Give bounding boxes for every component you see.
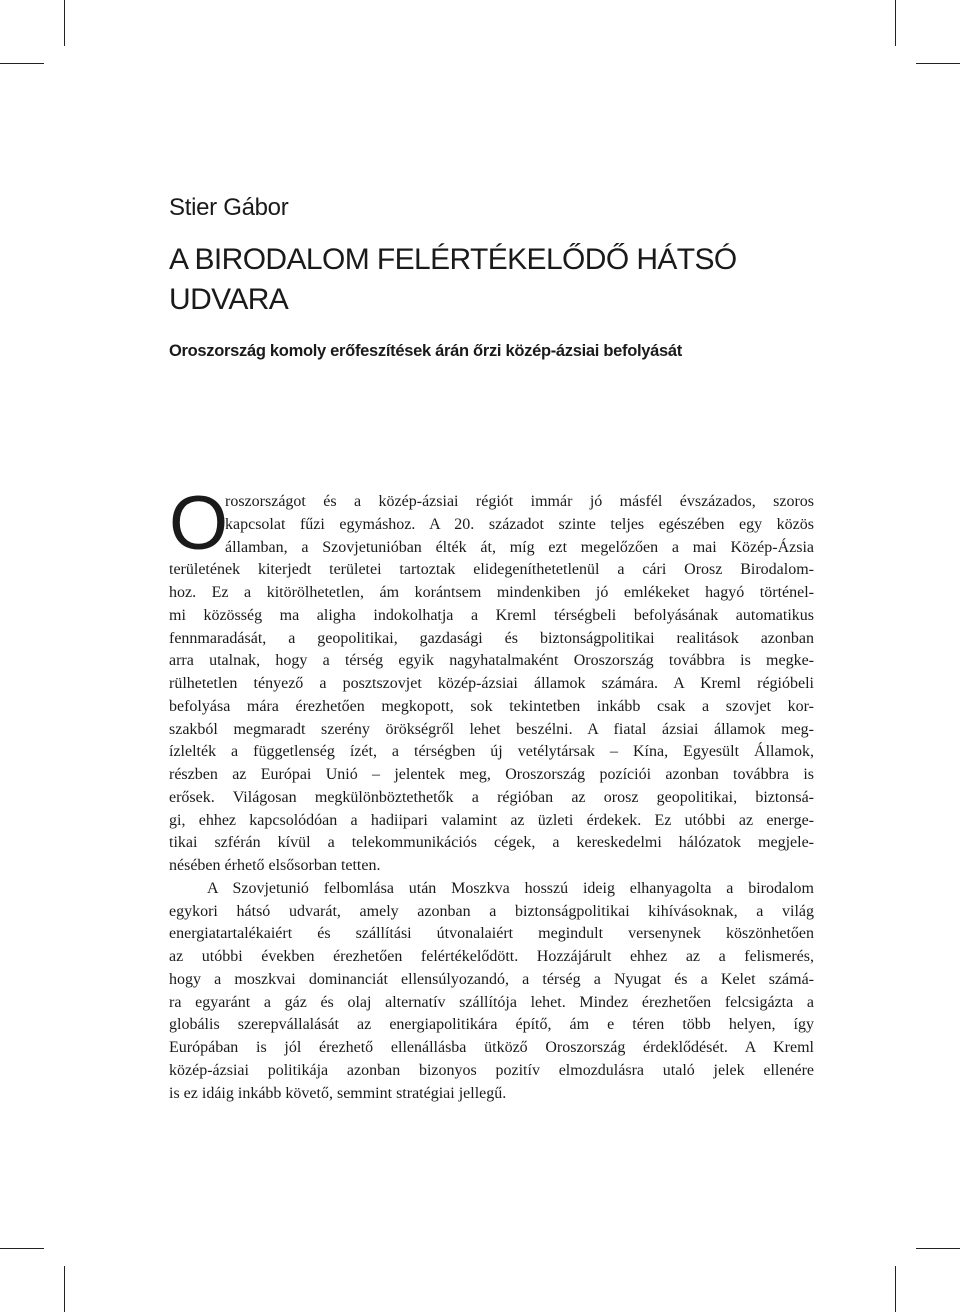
crop-mark-bottom-right	[895, 1266, 896, 1312]
text-line: az utóbbi években érezhetően felértékelődött. Hozzájárult ehhez az a felismerés,	[169, 948, 814, 965]
text-line: egykori hátsó udvarát, amely azonban a biztonságpolitikai kihívásoknak, a világ	[169, 902, 814, 920]
text-line: A Szovjetunió felbomlása után Moszkva hosszú ideig elhanyagolta a birodalom	[207, 879, 814, 897]
crop-mark-top-right-h	[916, 63, 960, 64]
crop-mark-bottom-right-h	[916, 1248, 960, 1249]
article-title-line: UDVARA	[169, 283, 289, 316]
text-line: részben az Európai Unió – jelentek meg, Oroszország pozíciói azonban továbbra is	[169, 766, 814, 783]
article-title-line: A BIRODALOM FELÉRTÉKELŐDŐ HÁTSÓ	[169, 243, 737, 276]
text-line: ízlelték a függetlenség ízét, a térségben új vetélytársak – Kína, Egyesült Államok,	[169, 743, 814, 761]
text-line: hogy a moszkvai dominanciát ellensúlyozandó, a térség a Nyugat és a Kelet számá-	[169, 970, 814, 988]
text-line: fennmaradását, a geopolitikai, gazdasági és biztonságpolitikai realitások azonban	[169, 629, 814, 647]
text-line: globális szerepvállalását az energiapolitikára építő, ám e téren több helyen, így	[169, 1016, 814, 1034]
text-line: gi, ehhez kapcsolódóan a hadiipari valamint az üzleti érdekek. Ez utóbbi az energe-	[169, 811, 814, 829]
article-body	[169, 491, 814, 1105]
paragraph-1	[169, 491, 814, 878]
text-line: kapcsolat fűzi egymáshoz. A 20. századot szinte teljes egészében egy közös	[225, 515, 814, 533]
crop-mark-top-left-h	[0, 63, 44, 64]
crop-mark-bottom-left-h	[0, 1248, 44, 1249]
text-line: roszországot és a közép-ázsiai régiót immár jó másfél évszázados, szoros	[225, 493, 814, 510]
article-title	[169, 240, 829, 320]
crop-mark-top-right	[895, 0, 896, 46]
text-line: is ez idáig inkább követő, semmint stratégiai jellegű.	[169, 1084, 507, 1102]
text-line: Európában is jól érezhető ellenállásba ütköző Oroszország érdeklődését. A Kreml	[169, 1039, 814, 1056]
article-subtitle: Oroszország komoly erőfeszítések árán őrzi közép-ázsiai befolyását	[169, 342, 682, 360]
crop-mark-bottom-left	[64, 1266, 65, 1312]
text-line: államban, a Szovjetunióban élték át, míg ezt megelőzően a mai Közép-Ázsia	[225, 538, 814, 556]
text-line: hoz. Ez a kitörölhetetlen, ám korántsem mindenkiben jó emlékeket hagyó történel-	[169, 584, 814, 601]
paragraph-2	[169, 878, 814, 1106]
text-line: területének kiterjedt területei tartoztak elidegeníthetetlenül a cári Orosz Birodalom-	[169, 561, 814, 579]
text-line: szakból megmaradt szerény örökségről lehet beszélni. A fiatal ázsiai államok meg-	[169, 720, 814, 738]
text-line: mi közösség ma aligha indokolhatja a Kreml térségbeli befolyásának automatikus	[169, 606, 814, 624]
crop-mark-top-left	[64, 0, 65, 46]
text-line: arra utalnak, hogy a térség egyik nagyhatalmaként Oroszország továbbra is megke-	[169, 652, 814, 670]
text-line: rülhetetlen tényező a posztszovjet közép-ázsiai államok számára. A Kreml régióbeli	[169, 675, 814, 692]
text-line: erősek. Világosan megkülönböztethetők a régióban az orosz geopolitikai, biztonsá-	[169, 788, 814, 806]
text-line: befolyása mára érezhetően megkopott, sok tekintetben inkább csak a szovjet kor-	[169, 697, 814, 715]
drop-cap: O	[169, 481, 229, 566]
text-line: tikai szférán kívül a telekommunikációs cégek, a kereskedelmi hálózatok megjele-	[169, 834, 814, 852]
text-line: nésében érhető elsősorban tetten.	[169, 857, 381, 874]
text-line: energiatartalékaiért és szállítási útvonalaiért megindult versenynek köszönhetően	[169, 925, 814, 943]
author-name: Stier Gábor	[169, 194, 289, 221]
text-line: ra egyaránt a gáz és olaj alternatív szállítója lehet. Mindez érezhetően felcsigázta a	[169, 993, 814, 1011]
text-line: közép-ázsiai politikája azonban bizonyos pozitív elmozdulásra utaló jelek ellenére	[169, 1061, 814, 1079]
